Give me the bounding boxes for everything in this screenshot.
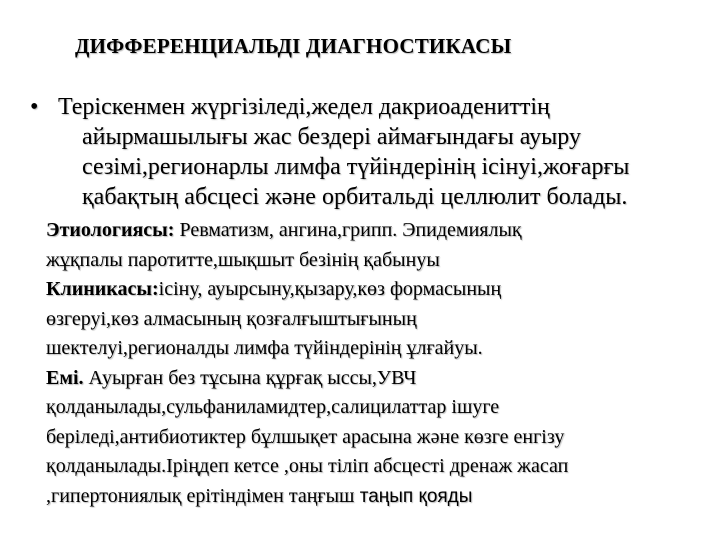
clinic-text: ісіну, ауырсыну,қызару,көз формасының [158,278,502,300]
bullet-line-3: сезімі,регионарлы лимфа түйіндерінің ісінуі,жоғарғы [82,154,630,180]
clinic-line-2: өзгеруі,көз алмасының қозғалғыштығының [46,307,417,330]
bullet-marker: • [30,94,39,120]
etiology-text: Ревматизм, ангина,грипп. Эпидемиялық [174,219,522,241]
etiology-line-2: жұқпалы паротитте,шықшыт безінің қабынуы [46,248,440,271]
treatment-line-2: қолданылады,сульфаниламидтер,салицилаттар ішуге [46,396,500,418]
bullet-line-2: айырмашылығы жас бездері аймағындағы ауыру [82,124,581,150]
bullet-text [58,92,708,212]
treatment-line-1 [46,364,696,394]
clinic-line-3: шектелуі,регионалды лимфа түйіндерінің ұлғайуы. [46,337,483,359]
treatment-line-3: беріледі,антибиотиктер бұлшықет арасына және көзге енгізу [46,425,565,448]
treatment-line-4: қолданылады.Іріңдеп кетсе ,оны тіліп абсцесті дренаж жасап [46,455,569,477]
treatment-line-5-sans: таңып қояды [354,485,473,507]
slide-title: ДИФФЕРЕНЦИАЛЬДІ ДИАГНОСТИКАСЫ [75,34,512,58]
etiology-line-1 [46,216,696,246]
clinic-line-1 [46,275,696,305]
etiology-label: Этиологиясы: [46,219,175,241]
treatment-text: Ауырған без тұсына құрғақ ыссы,УВЧ [83,366,417,389]
bullet-line-4: қабақтың абсцесі және орбитальді целлюлит болады. [82,184,628,210]
clinic-label: Клиникасы: [46,278,159,300]
treatment-line-5-serif: ,гипертониялық ерітіндімен таңғыш [46,484,355,507]
treatment-line-5 [46,482,696,512]
details-block [46,216,696,511]
treatment-label: Емі. [46,366,84,389]
bullet-line-1: Теріскенмен жүргізіледі,жедел дакриоадениттің [58,94,550,120]
